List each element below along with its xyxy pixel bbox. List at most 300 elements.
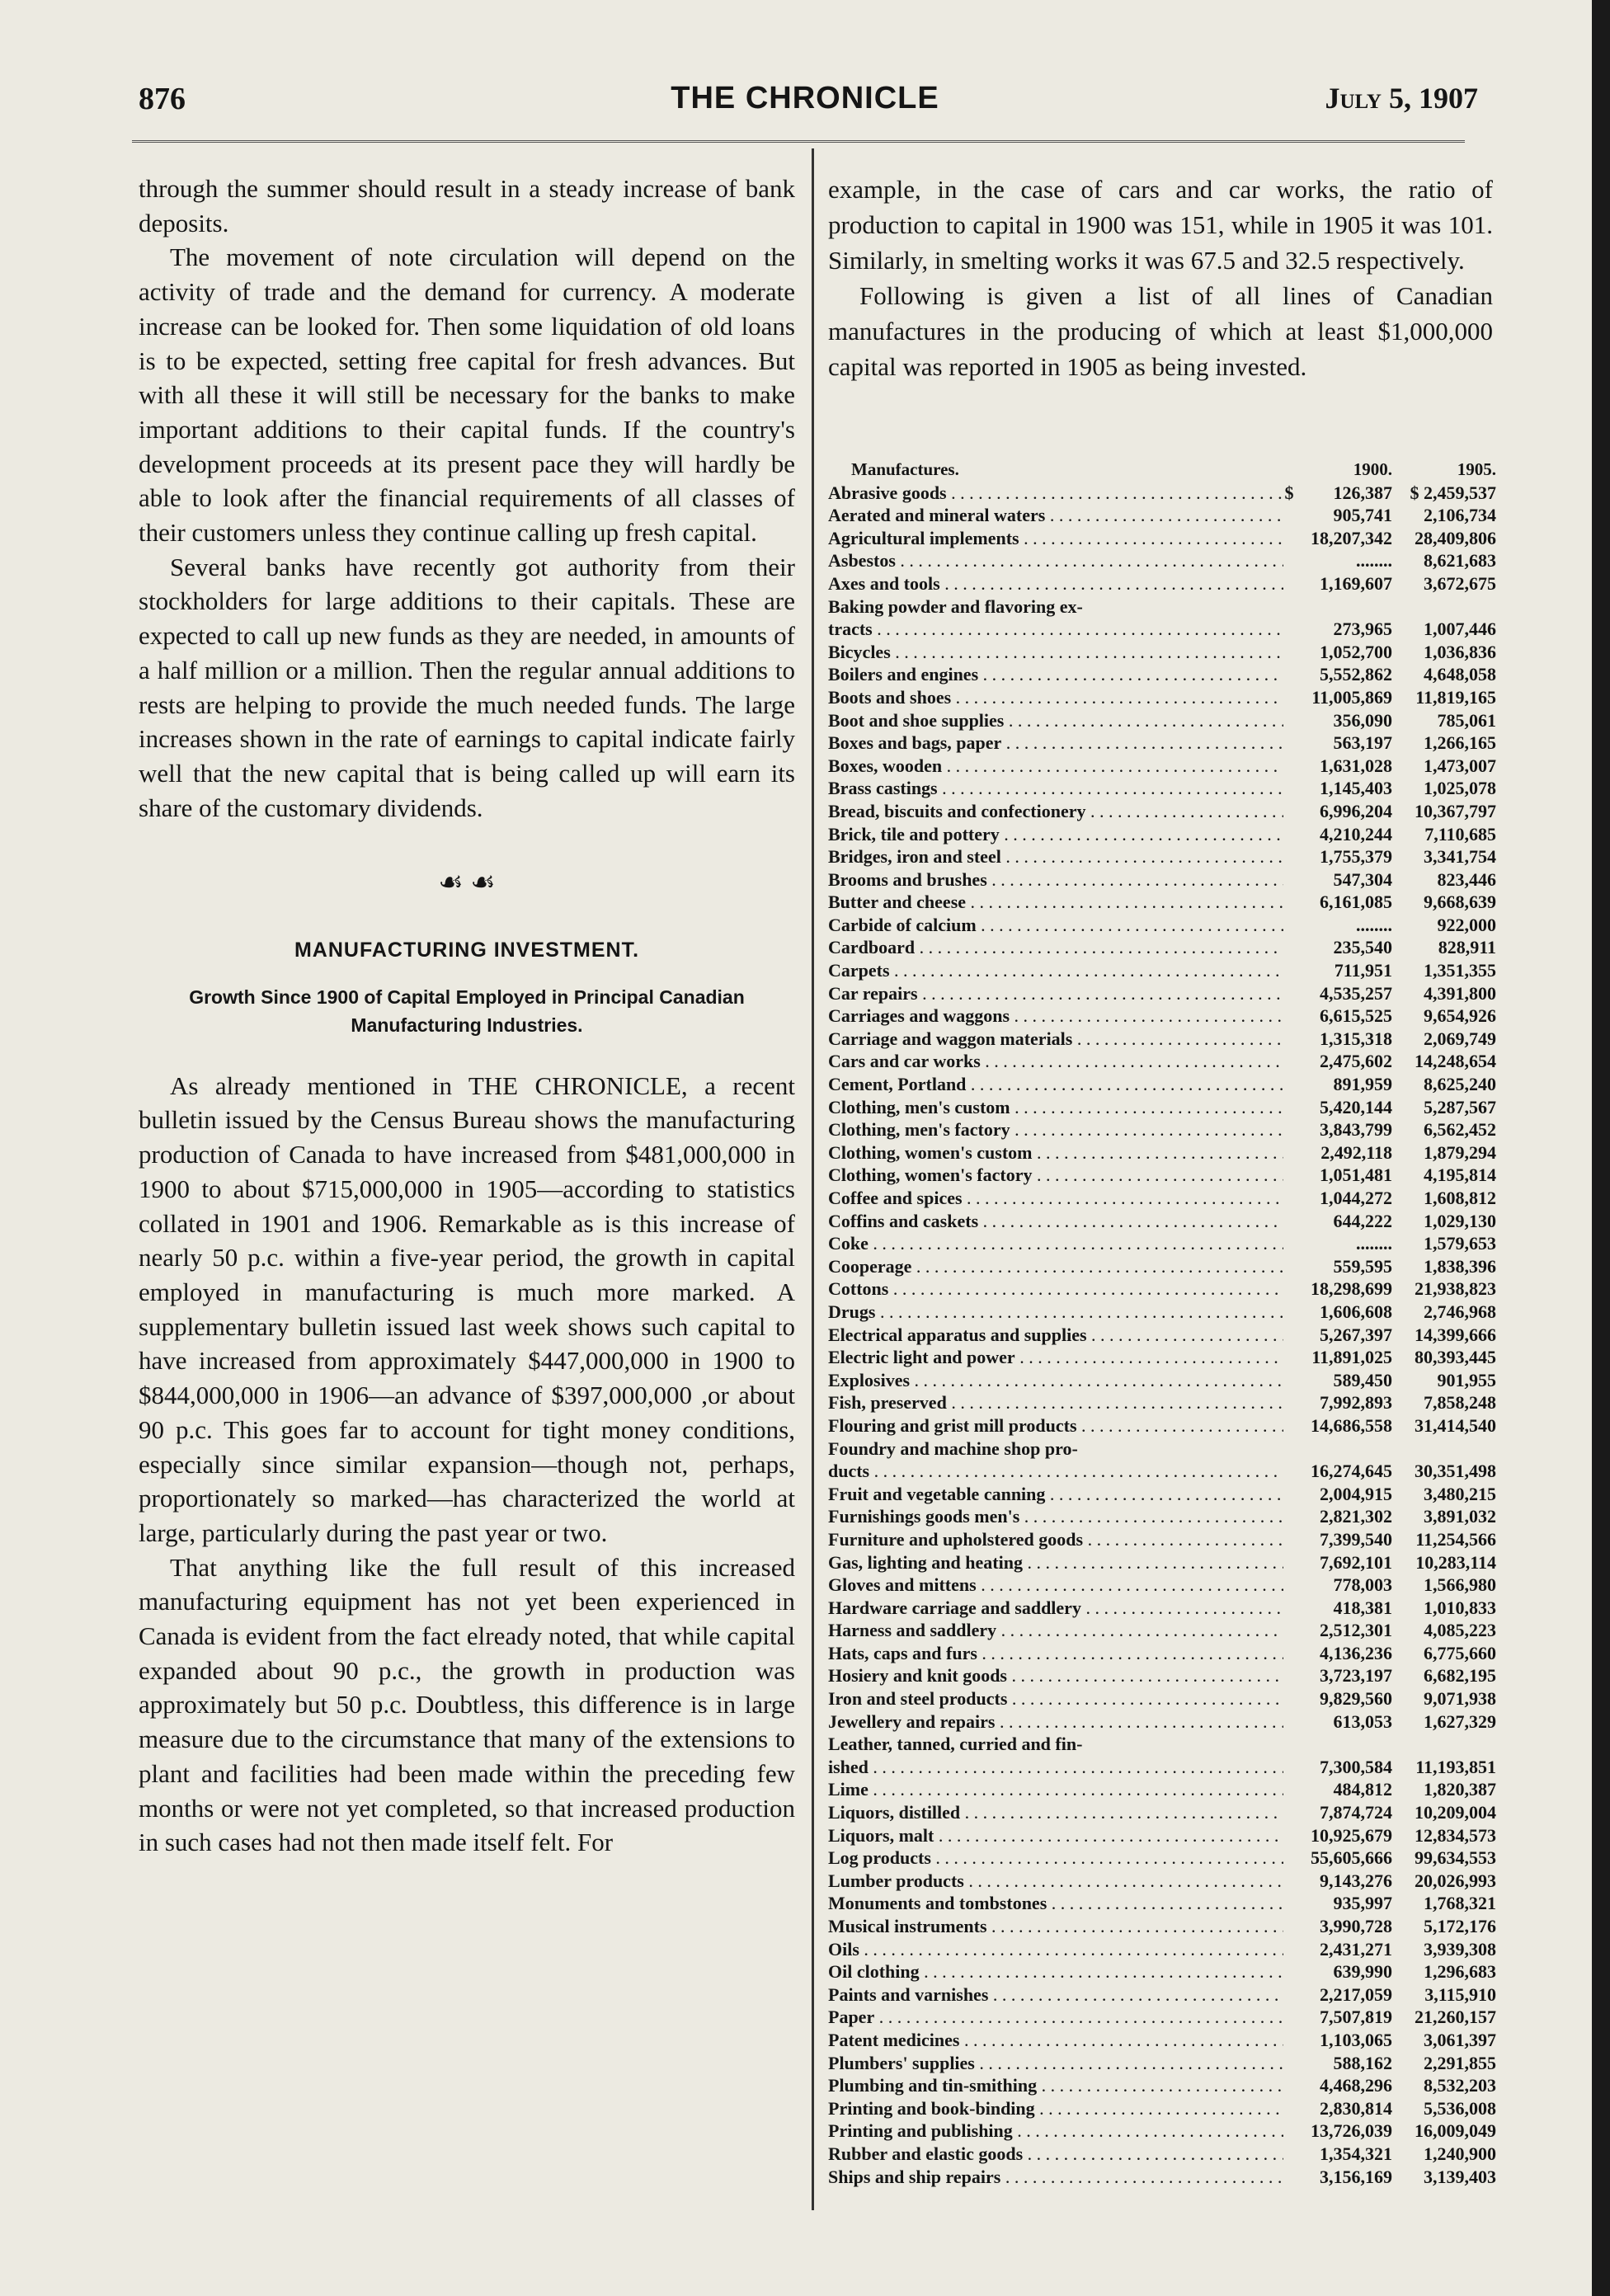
row-value-1905: 21,938,823 xyxy=(1415,1278,1496,1300)
row-value-1900: 644,222 xyxy=(1333,1210,1392,1231)
row-dollar-sign xyxy=(1283,845,1295,868)
row-value-1900: 484,812 xyxy=(1333,1779,1392,1800)
row-value-1905: $ 2,459,537 xyxy=(1410,482,1496,503)
row-value-1905: 12,834,573 xyxy=(1415,1824,1496,1846)
row-name: Aerated and mineral waters . . . xyxy=(828,504,1283,527)
table-row xyxy=(828,1597,1496,1620)
table-row xyxy=(828,709,1496,732)
row-dollar-sign xyxy=(1283,1187,1295,1210)
row-value-1900: 589,450 xyxy=(1333,1369,1392,1390)
row-name: ished . . . xyxy=(828,1756,1283,1779)
table-row xyxy=(828,1414,1496,1437)
row-dollar-sign xyxy=(1283,709,1295,732)
right-column xyxy=(828,172,1493,384)
table-row xyxy=(828,1733,1496,1756)
row-name: Printing and book-binding . . . xyxy=(828,2097,1283,2120)
masthead-title: THE CHRONICLE xyxy=(671,81,939,115)
row-name: ducts . . . xyxy=(828,1460,1283,1483)
table-row xyxy=(828,618,1496,641)
header-1905: 1905. xyxy=(1457,459,1496,479)
row-name: Oils . . . xyxy=(828,1938,1283,1961)
row-dollar-sign xyxy=(1283,1801,1295,1824)
row-name: Monuments and tombstones . . . xyxy=(828,1892,1283,1915)
row-value-1900: 4,210,244 xyxy=(1320,823,1392,845)
row-value-1900: 711,951 xyxy=(1334,960,1392,981)
table-row xyxy=(828,482,1496,505)
issue-date: July 5, 1907 xyxy=(1325,82,1478,115)
row-value-1900: 3,723,197 xyxy=(1320,1665,1392,1687)
row-value-1905: 5,536,008 xyxy=(1424,2097,1496,2119)
row-name: Agricultural implements . . . xyxy=(828,527,1283,550)
table-row xyxy=(828,1369,1496,1392)
row-value-1905: 3,115,910 xyxy=(1424,1983,1496,2005)
row-value-1900: 11,005,869 xyxy=(1311,686,1392,708)
row-value-1905: 1,010,833 xyxy=(1424,1597,1496,1618)
row-value-1905: 4,085,223 xyxy=(1424,1620,1496,1641)
row-value-1900: 1,606,608 xyxy=(1320,1301,1392,1322)
row-value-1900: 4,535,257 xyxy=(1320,982,1392,1004)
table-row xyxy=(828,1551,1496,1574)
row-name: Brass castings . . . xyxy=(828,777,1283,800)
table-row xyxy=(828,2052,1496,2075)
table-row xyxy=(828,504,1496,527)
row-dollar-sign xyxy=(1283,527,1295,550)
row-value-1900: 1,354,321 xyxy=(1320,2143,1392,2164)
table-row xyxy=(828,1346,1496,1369)
table-row xyxy=(828,800,1496,823)
table-row xyxy=(828,1118,1496,1141)
row-name: Plumbing and tin-smithing . . . xyxy=(828,2074,1283,2097)
row-value-1905: 11,193,851 xyxy=(1415,1756,1496,1777)
row-value-1905: 8,532,203 xyxy=(1424,2075,1496,2096)
row-name: Boxes, wooden . . . xyxy=(828,755,1283,778)
row-name: Carbide of calcium . . . xyxy=(828,914,1283,937)
row-value-1900: 5,420,144 xyxy=(1320,1096,1392,1117)
row-name: Cardboard . . . xyxy=(828,936,1283,959)
row-dollar-sign xyxy=(1283,1369,1295,1392)
table-row xyxy=(828,1301,1496,1324)
row-value-1905: 1,036,836 xyxy=(1424,641,1496,662)
table-row xyxy=(828,549,1496,572)
row-value-1905: 1,473,007 xyxy=(1424,755,1496,776)
row-value-1900: 18,298,699 xyxy=(1311,1278,1392,1300)
row-name: Electrical apparatus and supplies . . . xyxy=(828,1324,1283,1347)
row-name: Paints and varnishes . . . xyxy=(828,1983,1283,2007)
paragraph: Following is given a list of all lines of Canadian manufactures in the producing of which at least $1,000,000 capital was reported in 1905 as being invested. xyxy=(828,281,1493,381)
row-value-1900: 588,162 xyxy=(1333,2052,1392,2073)
row-value-1900: 9,829,560 xyxy=(1320,1688,1392,1710)
row-dollar-sign xyxy=(1283,1414,1295,1437)
table-row xyxy=(828,959,1496,982)
row-value-1905: 21,260,157 xyxy=(1415,2007,1496,2028)
row-dollar-sign xyxy=(1283,1210,1295,1233)
row-value-1900: 126,387 xyxy=(1333,482,1392,503)
row-value-1900: 891,959 xyxy=(1333,1074,1392,1095)
row-value-1900: 2,512,301 xyxy=(1320,1620,1392,1641)
row-dollar-sign: $ xyxy=(1284,482,1294,503)
row-name: Boxes and bags, paper . . . xyxy=(828,732,1283,755)
row-value-1900: 7,507,819 xyxy=(1320,2007,1392,2028)
row-dollar-sign xyxy=(1283,823,1295,846)
row-value-1905: 1,879,294 xyxy=(1424,1141,1496,1163)
row-value-1900: 2,004,915 xyxy=(1320,1483,1392,1504)
row-name: Liquors, distilled . . . xyxy=(828,1801,1283,1824)
row-dollar-sign xyxy=(1283,1324,1295,1347)
row-dollar-sign xyxy=(1283,1391,1295,1414)
row-value-1905: 1,296,683 xyxy=(1424,1961,1496,1983)
table-row xyxy=(828,686,1496,709)
row-value-1905: 14,248,654 xyxy=(1415,1051,1496,1072)
row-name: tracts . . . xyxy=(828,618,1283,641)
row-value-1905: 10,367,797 xyxy=(1415,800,1496,821)
table-row xyxy=(828,1960,1496,1983)
table-row xyxy=(828,823,1496,846)
row-value-1900: 14,686,558 xyxy=(1311,1414,1392,1436)
table-row xyxy=(828,1028,1496,1051)
row-value-1900 xyxy=(1295,595,1392,619)
row-dollar-sign xyxy=(1283,572,1295,595)
row-value-1900: 9,143,276 xyxy=(1320,1870,1392,1891)
row-value-1905: 6,562,452 xyxy=(1424,1119,1496,1141)
table-row xyxy=(828,1141,1496,1164)
row-value-1900: 7,692,101 xyxy=(1320,1551,1392,1573)
table-row xyxy=(828,1255,1496,1278)
table-row xyxy=(828,2074,1496,2097)
row-dollar-sign xyxy=(1283,914,1295,937)
row-dollar-sign xyxy=(1283,2074,1295,2097)
row-value-1905: 2,746,968 xyxy=(1424,1301,1496,1322)
row-value-1900: 1,044,272 xyxy=(1320,1188,1392,1208)
table-row xyxy=(828,1938,1496,1961)
table-row xyxy=(828,1710,1496,1734)
row-dollar-sign xyxy=(1283,2006,1295,2029)
row-name: Clothing, men's factory . . . xyxy=(828,1118,1283,1141)
row-dollar-sign xyxy=(1283,1824,1295,1847)
row-dollar-sign xyxy=(1283,1460,1295,1483)
row-value-1900: 16,274,645 xyxy=(1311,1461,1392,1482)
row-value-1905 xyxy=(1392,1437,1496,1461)
row-value-1900: ........ xyxy=(1356,1233,1392,1254)
row-dollar-sign xyxy=(1283,1551,1295,1574)
row-dollar-sign xyxy=(1283,868,1295,892)
row-value-1900: 4,468,296 xyxy=(1320,2075,1392,2096)
column-divider xyxy=(812,148,814,2210)
table-row xyxy=(828,1437,1496,1461)
table-row xyxy=(828,1232,1496,1255)
row-name: Oil clothing . . . xyxy=(828,1960,1283,1983)
row-value-1905: 5,172,176 xyxy=(1424,1916,1496,1936)
row-name: Car repairs . . . xyxy=(828,982,1283,1005)
row-value-1900: 7,874,724 xyxy=(1320,1802,1392,1823)
row-name: Drugs . . . xyxy=(828,1301,1283,1324)
table-row xyxy=(828,2006,1496,2029)
table-row xyxy=(828,1642,1496,1665)
row-dollar-sign xyxy=(1283,686,1295,709)
row-name: Coffins and caskets . . . xyxy=(828,1210,1283,1233)
row-dollar-sign xyxy=(1283,1028,1295,1051)
row-value-1900: 1,631,028 xyxy=(1320,755,1392,776)
row-name: Flouring and grist mill products . . . xyxy=(828,1414,1283,1437)
table-row xyxy=(828,1073,1496,1096)
row-name: Boots and shoes . . . xyxy=(828,686,1283,709)
row-dollar-sign xyxy=(1283,1619,1295,1642)
table-row xyxy=(828,1892,1496,1915)
row-dollar-sign xyxy=(1283,1164,1295,1187)
table-row xyxy=(828,1801,1496,1824)
row-value-1900: 10,925,679 xyxy=(1311,1824,1392,1846)
table-header-row xyxy=(828,459,1496,482)
row-value-1900: 6,996,204 xyxy=(1320,800,1392,821)
row-dollar-sign xyxy=(1283,891,1295,914)
row-value-1900: 1,315,318 xyxy=(1320,1028,1392,1049)
row-dollar-sign xyxy=(1283,1687,1295,1710)
row-value-1905: 11,254,566 xyxy=(1415,1528,1496,1550)
row-value-1905: 922,000 xyxy=(1437,914,1496,935)
row-dollar-sign xyxy=(1283,2166,1295,2189)
row-value-1900: 1,103,065 xyxy=(1320,2029,1392,2050)
table-row xyxy=(828,1870,1496,1893)
table-row xyxy=(828,982,1496,1005)
table-row xyxy=(828,891,1496,914)
row-dollar-sign xyxy=(1283,1141,1295,1164)
row-name: Hardware carriage and saddlery . . . xyxy=(828,1597,1283,1620)
row-value-1905: 10,209,004 xyxy=(1415,1802,1496,1823)
table-row xyxy=(828,732,1496,755)
table-row xyxy=(828,1096,1496,1119)
row-dollar-sign xyxy=(1283,504,1295,527)
row-value-1900: 418,381 xyxy=(1333,1597,1392,1618)
row-value-1900: 905,741 xyxy=(1333,505,1392,526)
paragraph: The movement of note circulation will depend on the activity of trade and the demand for currency. A moderate increase can be looked for. Then some liquidation of old loans is to be expected, setting free capital for fresh advances. But with all these it will still be necessary for the banks to make important additions to their capital funds. If the country's development proceeds at its present pace they will hardly be able to look after the financial requirements of all classes of their customers unless they continue calling up fresh capital. xyxy=(139,242,795,548)
row-value-1905: 3,939,308 xyxy=(1424,1938,1496,1960)
table-row xyxy=(828,1824,1496,1847)
row-dollar-sign xyxy=(1283,1778,1295,1801)
row-value-1905: 1,627,329 xyxy=(1424,1710,1496,1732)
row-dollar-sign xyxy=(1283,800,1295,823)
table-row xyxy=(828,2029,1496,2052)
row-dollar-sign xyxy=(1283,1301,1295,1324)
row-value-1900: 55,605,666 xyxy=(1311,1847,1392,1869)
row-name: Musical instruments . . . xyxy=(828,1915,1283,1938)
row-name: Explosives . . . xyxy=(828,1369,1283,1392)
row-dollar-sign xyxy=(1283,1642,1295,1665)
table-row xyxy=(828,595,1496,619)
row-name: Electric light and power . . . xyxy=(828,1346,1283,1369)
table-row xyxy=(828,527,1496,550)
row-value-1900: 2,431,271 xyxy=(1320,1938,1392,1960)
table-row xyxy=(828,641,1496,664)
row-name: Lumber products . . . xyxy=(828,1870,1283,1893)
table-row xyxy=(828,1050,1496,1073)
table-row xyxy=(828,1483,1496,1506)
row-dollar-sign xyxy=(1283,2052,1295,2075)
row-dollar-sign xyxy=(1283,1960,1295,1983)
row-dollar-sign xyxy=(1283,777,1295,800)
page-number: 876 xyxy=(139,82,186,116)
row-value-1905: 8,625,240 xyxy=(1424,1074,1496,1095)
row-value-1905: 1,566,980 xyxy=(1424,1574,1496,1596)
row-dollar-sign xyxy=(1283,595,1295,619)
row-value-1905: 5,287,567 xyxy=(1424,1096,1496,1117)
table-row xyxy=(828,1164,1496,1187)
row-name: Paper . . . xyxy=(828,2006,1283,2029)
row-dollar-sign xyxy=(1283,1710,1295,1734)
row-value-1905: 785,061 xyxy=(1437,709,1496,731)
row-dollar-sign xyxy=(1283,1004,1295,1028)
row-dollar-sign xyxy=(1283,1597,1295,1620)
row-value-1900: 18,207,342 xyxy=(1311,527,1392,548)
row-name: Carriages and waggons . . . xyxy=(828,1004,1283,1028)
row-name: Bridges, iron and steel . . . xyxy=(828,845,1283,868)
row-value-1905: 4,648,058 xyxy=(1424,664,1496,685)
table-row xyxy=(828,1528,1496,1551)
row-value-1905: 1,266,165 xyxy=(1424,732,1496,754)
row-dollar-sign xyxy=(1283,1346,1295,1369)
table-row xyxy=(828,1210,1496,1233)
row-value-1905: 20,026,993 xyxy=(1415,1870,1496,1891)
row-dollar-sign xyxy=(1283,1870,1295,1893)
row-name: Log products . . . xyxy=(828,1847,1283,1870)
row-value-1905: 9,668,639 xyxy=(1424,892,1496,913)
row-dollar-sign xyxy=(1283,1232,1295,1255)
row-value-1905: 80,393,445 xyxy=(1415,1347,1496,1368)
table-row xyxy=(828,2120,1496,2143)
row-value-1905: 2,069,749 xyxy=(1424,1028,1496,1049)
table-row xyxy=(828,868,1496,892)
table-row xyxy=(828,1574,1496,1597)
table-row xyxy=(828,1778,1496,1801)
row-value-1900: 4,136,236 xyxy=(1320,1642,1392,1663)
row-name: Leather, tanned, curried and fin- xyxy=(828,1734,1083,1755)
row-value-1905: 3,891,032 xyxy=(1424,1506,1496,1527)
row-value-1905: 14,399,666 xyxy=(1415,1324,1496,1345)
row-value-1900: 563,197 xyxy=(1333,732,1392,754)
row-dollar-sign xyxy=(1283,2029,1295,2052)
row-dollar-sign xyxy=(1283,618,1295,641)
row-name: Baking powder and flavoring ex- xyxy=(828,595,1083,617)
row-value-1905: 30,351,498 xyxy=(1415,1461,1496,1482)
row-name: Gas, lighting and heating . . . xyxy=(828,1551,1283,1574)
row-name: Butter and cheese . . . xyxy=(828,891,1283,914)
table-row xyxy=(828,1324,1496,1347)
row-value-1905: 8,621,683 xyxy=(1424,550,1496,572)
table-row xyxy=(828,572,1496,595)
row-name: Printing and publishing . . . xyxy=(828,2120,1283,2143)
row-value-1900: 1,052,700 xyxy=(1320,641,1392,662)
row-value-1905: 7,858,248 xyxy=(1424,1392,1496,1414)
row-name: Hosiery and knit goods . . . xyxy=(828,1664,1283,1687)
row-value-1900 xyxy=(1295,1733,1392,1756)
row-dollar-sign xyxy=(1283,2143,1295,2166)
row-dollar-sign xyxy=(1283,1892,1295,1915)
table-row xyxy=(828,777,1496,800)
ornament-divider: ☙ ☙ xyxy=(438,868,496,899)
row-name: Patent medicines . . . xyxy=(828,2029,1283,2052)
left-column xyxy=(139,172,795,1860)
row-dollar-sign xyxy=(1283,549,1295,572)
row-dollar-sign xyxy=(1283,1050,1295,1073)
row-name: Cooperage . . . xyxy=(828,1255,1283,1278)
row-name: Furnishings goods men's . . . xyxy=(828,1505,1283,1528)
row-name: Cottons . . . xyxy=(828,1277,1283,1301)
row-value-1900: 3,843,799 xyxy=(1320,1119,1392,1141)
paragraph: example, in the case of cars and car works, the ratio of production to capital in 1900 was 151, while in 1905 it was 101. Similarly, in smelting works it was 67.5 and 32.5 respectively. xyxy=(828,175,1493,275)
row-dollar-sign xyxy=(1283,732,1295,755)
table-row xyxy=(828,1505,1496,1528)
row-value-1905 xyxy=(1392,595,1496,619)
row-value-1905: 3,480,215 xyxy=(1424,1483,1496,1504)
table-row xyxy=(828,1277,1496,1301)
table-row xyxy=(828,1756,1496,1779)
row-dollar-sign xyxy=(1283,663,1295,686)
row-value-1900: 11,891,025 xyxy=(1311,1347,1392,1368)
manufactures-table xyxy=(828,459,1496,2188)
row-value-1900: 559,595 xyxy=(1333,1255,1392,1277)
row-name: Coke . . . xyxy=(828,1232,1283,1255)
row-name: Harness and saddlery . . . xyxy=(828,1619,1283,1642)
row-value-1900: 7,992,893 xyxy=(1320,1392,1392,1414)
table-row xyxy=(828,2166,1496,2189)
row-value-1905: 1,820,387 xyxy=(1424,1779,1496,1800)
section-subtitle: Growth Since 1900 of Capital Employed in Principal Canadian Manufacturing Industries. xyxy=(189,986,745,1036)
row-dollar-sign xyxy=(1283,1756,1295,1779)
row-value-1900: 639,990 xyxy=(1333,1961,1392,1983)
paragraph: Several banks have recently got authority from their stockholders for large additions to their capitals. These are expected to call up new funds as they are needed, in amounts of a half million or a million. Then the regular annual additions to rests are helping to provide the much needed funds. The large increases shown in the rate of earnings to capital indicate fairly well that the new capital that is being called up will earn its share of the customary dividends. xyxy=(139,552,795,822)
row-dollar-sign xyxy=(1283,959,1295,982)
row-value-1900: 6,161,085 xyxy=(1320,892,1392,913)
row-value-1905: 823,446 xyxy=(1437,868,1496,890)
paragraph: through the summer should result in a steady increase of bank deposits. xyxy=(139,174,795,238)
row-value-1905 xyxy=(1392,1733,1496,1756)
row-value-1900: 2,475,602 xyxy=(1320,1051,1392,1072)
row-dollar-sign xyxy=(1283,1938,1295,1961)
row-name: Hats, caps and furs . . . xyxy=(828,1642,1283,1665)
row-value-1905: 6,775,660 xyxy=(1424,1642,1496,1663)
row-value-1900: 613,053 xyxy=(1333,1710,1392,1732)
row-value-1905: 1,579,653 xyxy=(1424,1233,1496,1254)
row-value-1905: 1,351,355 xyxy=(1424,960,1496,981)
row-name: Carpets . . . xyxy=(828,959,1283,982)
row-value-1905: 1,029,130 xyxy=(1424,1210,1496,1231)
row-value-1900: 5,552,862 xyxy=(1320,664,1392,685)
row-value-1900: 273,965 xyxy=(1333,619,1392,640)
row-value-1905: 7,110,685 xyxy=(1424,823,1496,845)
row-value-1900: 2,821,302 xyxy=(1320,1506,1392,1527)
row-value-1900: 2,217,059 xyxy=(1320,1983,1392,2005)
row-name: Brooms and brushes . . . xyxy=(828,868,1283,892)
row-value-1905: 1,838,396 xyxy=(1424,1255,1496,1277)
row-name: Lime . . . xyxy=(828,1778,1283,1801)
row-dollar-sign xyxy=(1283,936,1295,959)
row-value-1905: 3,672,675 xyxy=(1424,572,1496,594)
paragraph: That anything like the full result of this increased manufacturing equipment has not yet been experienced in Canada is evident from the fact elready noted, that while capital expanded about 90 p.c., the growth in production was approximately but 50 p.c. Doubtless, this difference is in large measure due to the circumstance that many of the extensions to plant and facilities had been made within the preceding few months or were not yet completed, so that increased production in such cases had not then made itself felt. For xyxy=(139,1552,795,1857)
row-dollar-sign xyxy=(1283,2097,1295,2120)
row-value-1900: 5,267,397 xyxy=(1320,1324,1392,1345)
row-name: Liquors, malt . . . xyxy=(828,1824,1283,1847)
header-rule xyxy=(132,140,1465,143)
row-dollar-sign xyxy=(1283,1437,1295,1461)
section-title: MANUFACTURING INVESTMENT. xyxy=(294,939,640,962)
row-name: Bicycles . . . xyxy=(828,641,1283,664)
row-value-1905: 901,955 xyxy=(1437,1369,1496,1390)
row-name: Asbestos . . . xyxy=(828,549,1283,572)
row-value-1900: 7,300,584 xyxy=(1320,1756,1392,1777)
table-row xyxy=(828,1391,1496,1414)
row-value-1900: 1,755,379 xyxy=(1320,846,1392,868)
row-dollar-sign xyxy=(1283,1483,1295,1506)
row-dollar-sign xyxy=(1283,1733,1295,1756)
row-name: Coffee and spices . . . xyxy=(828,1187,1283,1210)
